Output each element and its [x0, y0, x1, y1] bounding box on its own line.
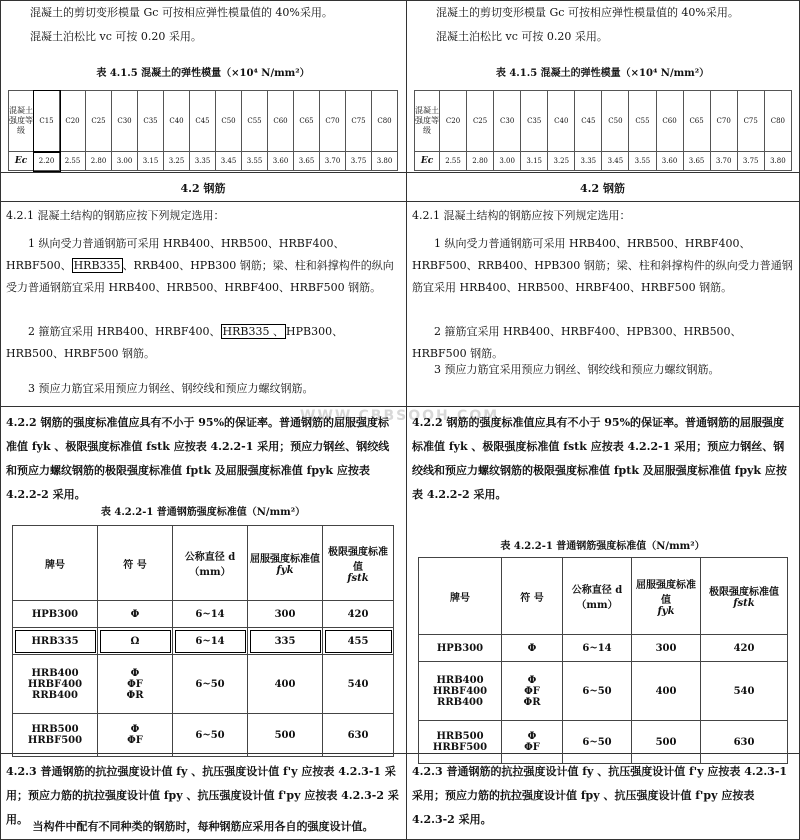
right-item-2: 2 箍筋宜采用 HRB400、HRBF400、HPB300、HRB500、HRBF500 钢筋。	[412, 325, 742, 360]
left-grade-cell: C30	[112, 91, 138, 152]
left-steel-grade-cell: HRB500 HRBF500	[13, 714, 98, 757]
right-ec-value-cell: 3.60	[656, 152, 683, 171]
right-ec-value-cell: 3.75	[737, 152, 764, 171]
left-ec-value-cell: 2.20	[34, 152, 60, 171]
left-steel-row	[13, 655, 394, 714]
left-shear-modulus-text: 混凝土的剪切变形模量 Gc 可按相应弹性模量值的 40%采用。	[30, 6, 333, 19]
left-ec-value-cell: 2.80	[86, 152, 112, 171]
left-steel-row	[13, 628, 394, 655]
left-ec-value-cell: 3.55	[242, 152, 268, 171]
left-ec-value-cell: 3.15	[138, 152, 164, 171]
right-steel-grade-cell: HPB300	[419, 635, 502, 662]
left-grade-cell: C45	[190, 91, 216, 152]
right-steel-grade-cell: HRB500 HRBF500	[419, 721, 502, 764]
left-item-2-b: HPB300、HRB500、HRBF500 钢筋。	[6, 325, 344, 360]
left-clause-423: 4.2.3 普通钢筋的抗拉强度设计值 fy 、抗压强度设计值 f'y 应按表 4.2.3-1 采用；预应力筋的抗拉强度设计值 fpy 、抗压强度设计值 f'py 应按表 4.2.3-2 采用。	[6, 765, 399, 826]
left-poisson-text: 混凝土泊松比 vc 可按 0.20 采用。	[30, 30, 202, 43]
left-grade-cell: C55	[242, 91, 268, 152]
left-steel-fstk-cell: 540	[323, 655, 394, 714]
left-ec-value-cell: 3.65	[294, 152, 320, 171]
right-steel-diam-cell: 6~50	[563, 721, 632, 764]
left-ec-value-cell: 2.55	[60, 152, 86, 171]
left-col-fyk	[248, 526, 323, 601]
left-grade-cell: C60	[268, 91, 294, 152]
right-col-diam: 公称直径 d（mm）	[563, 558, 632, 635]
left-steel-fyk-cell: 500	[248, 714, 323, 757]
left-table-415-title: 表 4.1.5 混凝土的弹性模量（×10⁴ N/mm²）	[96, 68, 310, 79]
left-ec-value-cell: 3.25	[164, 152, 190, 171]
right-steel-fstk-cell: 630	[701, 721, 788, 764]
left-ec-value-cell: 3.75	[346, 152, 372, 171]
right-steel-diam-cell: 6~50	[563, 662, 632, 721]
left-grade-cell: C80	[372, 91, 398, 152]
right-col-fstk-symbol: fstk	[733, 598, 755, 609]
left-table-4221-title: 表 4.2.2-1 普通钢筋强度标准值（N/mm²）	[100, 507, 306, 518]
right-grade-cell: C80	[764, 91, 791, 152]
left-steel-symbol-cell: Φ ΦF	[98, 714, 173, 757]
right-col-fyk-label: 屈服强度标准值	[636, 579, 696, 606]
left-steel-symbol-cell: Φ ΦF ΦR	[98, 655, 173, 714]
right-column	[406, 0, 799, 840]
right-grade-cell: C35	[521, 91, 548, 152]
left-section-title: 4.2 钢筋	[180, 182, 226, 195]
left-steel-row	[13, 601, 394, 628]
right-steel-fyk-cell: 500	[632, 721, 701, 764]
right-grade-cell: C45	[575, 91, 602, 152]
left-col-symbol: 符 号	[98, 526, 173, 601]
right-steel-fstk-cell: 540	[701, 662, 788, 721]
left-steel-diam-cell: 6~14	[173, 601, 248, 628]
right-steel-fstk-cell: 420	[701, 635, 788, 662]
right-steel-fyk-cell: 300	[632, 635, 701, 662]
right-grade-cell: C55	[629, 91, 656, 152]
right-steel-row	[419, 635, 788, 662]
left-steel-symbol-cell: Φ	[98, 601, 173, 628]
left-clause-422: 4.2.2 钢筋的强度标准值应具有不小于 95%的保证率。普通钢筋的屈服强度标准值 fyk 、极限强度标准值 fstk 应按表 4.2.2-1 采用；预应力钢丝、钢绞线和预应力螺纹钢筋的极限强度标准值 fptk 及屈服强度标准值 fpyk 应按表 4.2.2-2 采用。	[6, 416, 390, 501]
right-table-415-title: 表 4.1.5 混凝土的弹性模量（×10⁴ N/mm²）	[495, 68, 710, 79]
right-clause-423: 4.2.3 普通钢筋的抗拉强度设计值 fy 、抗压强度设计值 f'y 应按表 4.2.3-1 采用；预应力筋的抗拉强度设计值 fpy 、抗压强度设计值 f'py 应按表 4.2.3-2 采用。	[412, 765, 788, 826]
right-steel-grade-cell: HRB400 HRBF400 RRB400	[419, 662, 502, 721]
right-steel-row	[419, 721, 788, 764]
right-steel-symbol-cell: Φ ΦF	[502, 721, 563, 764]
left-steel-fyk-cell: 335	[248, 628, 323, 655]
right-steel-row	[419, 662, 788, 721]
left-col-fstk-label: 极限强度标准值	[328, 546, 388, 573]
left-clause-423-note: 当构件中配有不同种类的钢筋时，每种钢筋应采用各自的强度设计值。	[32, 820, 374, 833]
left-steel-fstk-cell: 455	[323, 628, 394, 655]
left-item-2-box: HRB335 、	[222, 325, 284, 338]
left-item-1	[6, 233, 400, 299]
right-grade-cell: C75	[737, 91, 764, 152]
right-grade-cell: C20	[440, 91, 467, 152]
left-ec-label: Ec	[9, 152, 34, 171]
left-col-fyk-label: 屈服强度标准值	[250, 554, 320, 565]
right-section-title: 4.2 钢筋	[580, 182, 625, 195]
left-grade-cell: C35	[138, 91, 164, 152]
left-steel-fyk-cell: 400	[248, 655, 323, 714]
right-table-4221-title: 表 4.2.2-1 普通钢筋强度标准值（N/mm²）	[500, 541, 705, 552]
right-clause-422: 4.2.2 钢筋的强度标准值应具有不小于 95%的保证率。普通钢筋的屈服强度标准值 fyk 、极限强度标准值 fstk 应按表 4.2.2-1 采用；预应力钢丝、钢绞线和预应力螺纹钢筋的极限强度标准值 fptk 及屈服强度标准值 fpyk 应按表 4.2.2-2 采用。	[412, 416, 787, 501]
left-steel-symbol-cell: Ω	[98, 628, 173, 655]
right-grade-cell: C70	[710, 91, 737, 152]
right-ec-value-cell: 3.45	[602, 152, 629, 171]
left-item-1-a: 1 纵向受力普通钢筋可采用 HRB400、HRB500、HRBF400、HRBF500、	[6, 237, 345, 272]
right-col-fyk	[632, 558, 701, 635]
left-table-header-label: 混凝土强度等级	[9, 91, 34, 152]
left-clause-421: 4.2.1 混凝土结构的钢筋应按下列规定选用：	[6, 209, 225, 222]
right-steel-symbol-cell: Φ ΦF ΦR	[502, 662, 563, 721]
left-steel-grade-cell: HRB400 HRBF400 RRB400	[13, 655, 98, 714]
left-item-1-box: HRB335	[73, 259, 121, 272]
right-ec-value-cell: 3.80	[764, 152, 791, 171]
right-col-fstk-label: 极限强度标准值	[709, 587, 779, 598]
right-col-grade: 牌号	[419, 558, 502, 635]
left-grade-cell: C50	[216, 91, 242, 152]
right-ec-value-cell: 3.65	[683, 152, 710, 171]
right-item-3: 3 预应力筋宜采用预应力钢丝、钢绞线和预应力螺纹钢筋。	[434, 363, 720, 376]
right-poisson-text: 混凝土泊松比 vc 可按 0.20 采用。	[436, 30, 608, 43]
right-grade-cell: C50	[602, 91, 629, 152]
left-elastic-modulus-table	[8, 90, 398, 171]
left-ec-value-cell: 3.60	[268, 152, 294, 171]
left-ec-value-cell: 3.45	[216, 152, 242, 171]
left-grade-cell: C40	[164, 91, 190, 152]
left-steel-fstk-cell: 420	[323, 601, 394, 628]
left-grade-cell: C70	[320, 91, 346, 152]
right-ec-value-cell: 3.25	[548, 152, 575, 171]
left-steel-grade-cell: HRB335	[13, 628, 98, 655]
right-shear-modulus-text: 混凝土的剪切变形模量 Gc 可按相应弹性模量值的 40%采用。	[436, 6, 739, 19]
left-item-3: 3 预应力筋宜采用预应力钢丝、钢绞线和预应力螺纹钢筋。	[28, 382, 314, 395]
right-steel-diam-cell: 6~14	[563, 635, 632, 662]
left-item-2	[6, 321, 400, 365]
left-ec-value-cell: 3.00	[112, 152, 138, 171]
right-ec-value-cell: 2.80	[467, 152, 494, 171]
right-ec-value-cell: 3.00	[494, 152, 521, 171]
right-item-1: 1 纵向受力普通钢筋可采用 HRB400、HRB500、HRBF400、HRBF500、RRB400、HPB300 钢筋；梁、柱和斜撑构件的纵向受力普通钢筋宜采用 HRB400、HRB500、HRBF400、HRBF500 钢筋。	[412, 237, 793, 294]
right-ec-label: Ec	[415, 152, 440, 171]
right-grade-cell: C65	[683, 91, 710, 152]
left-grade-cell: C65	[294, 91, 320, 152]
left-steel-fyk-cell: 300	[248, 601, 323, 628]
left-grade-cell: C75	[346, 91, 372, 152]
left-steel-diam-cell: 6~50	[173, 714, 248, 757]
right-ec-value-cell: 3.55	[629, 152, 656, 171]
left-col-diam: 公称直径 d（mm）	[173, 526, 248, 601]
right-steel-fyk-cell: 400	[632, 662, 701, 721]
left-ec-value-cell: 3.70	[320, 152, 346, 171]
right-steel-symbol-cell: Φ	[502, 635, 563, 662]
left-ec-value-cell: 3.35	[190, 152, 216, 171]
left-col-fstk-symbol: fstk	[347, 572, 369, 584]
right-grade-cell: C25	[467, 91, 494, 152]
left-grade-cell: C25	[86, 91, 112, 152]
right-col-fyk-symbol: fyk	[657, 605, 675, 617]
right-ec-value-cell: 3.70	[710, 152, 737, 171]
right-grade-cell: C30	[494, 91, 521, 152]
left-steel-strength-table	[12, 525, 394, 757]
left-steel-diam-cell: 6~50	[173, 655, 248, 714]
right-col-symbol: 符 号	[502, 558, 563, 635]
left-steel-diam-cell: 6~14	[173, 628, 248, 655]
left-ec-value-cell: 3.80	[372, 152, 398, 171]
right-ec-value-cell: 3.35	[575, 152, 602, 171]
right-ec-value-cell: 3.15	[521, 152, 548, 171]
right-grade-cell: C40	[548, 91, 575, 152]
right-clause-421: 4.2.1 混凝土结构的钢筋应按下列规定选用：	[412, 209, 631, 222]
left-grade-cell: C15	[34, 91, 60, 152]
right-col-fstk	[701, 558, 788, 635]
left-item-1-b: 、RRB400、HPB300 钢筋；梁、柱和斜撑构件的纵向受力普通钢筋宜采用 HRB400、HRB500、HRBF400、HRBF500 钢筋。	[6, 259, 394, 294]
right-ec-value-cell: 2.55	[440, 152, 467, 171]
right-steel-strength-table	[418, 557, 788, 764]
left-col-fstk	[323, 526, 394, 601]
left-item-2-a: 2 箍筋宜采用 HRB400、HRBF400、	[28, 325, 221, 338]
right-grade-cell: C60	[656, 91, 683, 152]
right-table-header-label: 混凝土强度等级	[415, 91, 440, 152]
watermark: WWW.CBBSOOH.COM	[300, 408, 500, 424]
right-elastic-modulus-table	[414, 90, 792, 171]
left-grade-cell: C20	[60, 91, 86, 152]
left-steel-grade-cell: HPB300	[13, 601, 98, 628]
left-col-grade: 牌号	[13, 526, 98, 601]
left-col-fyk-symbol: fyk	[276, 565, 294, 576]
left-steel-fstk-cell: 630	[323, 714, 394, 757]
left-steel-row	[13, 714, 394, 757]
